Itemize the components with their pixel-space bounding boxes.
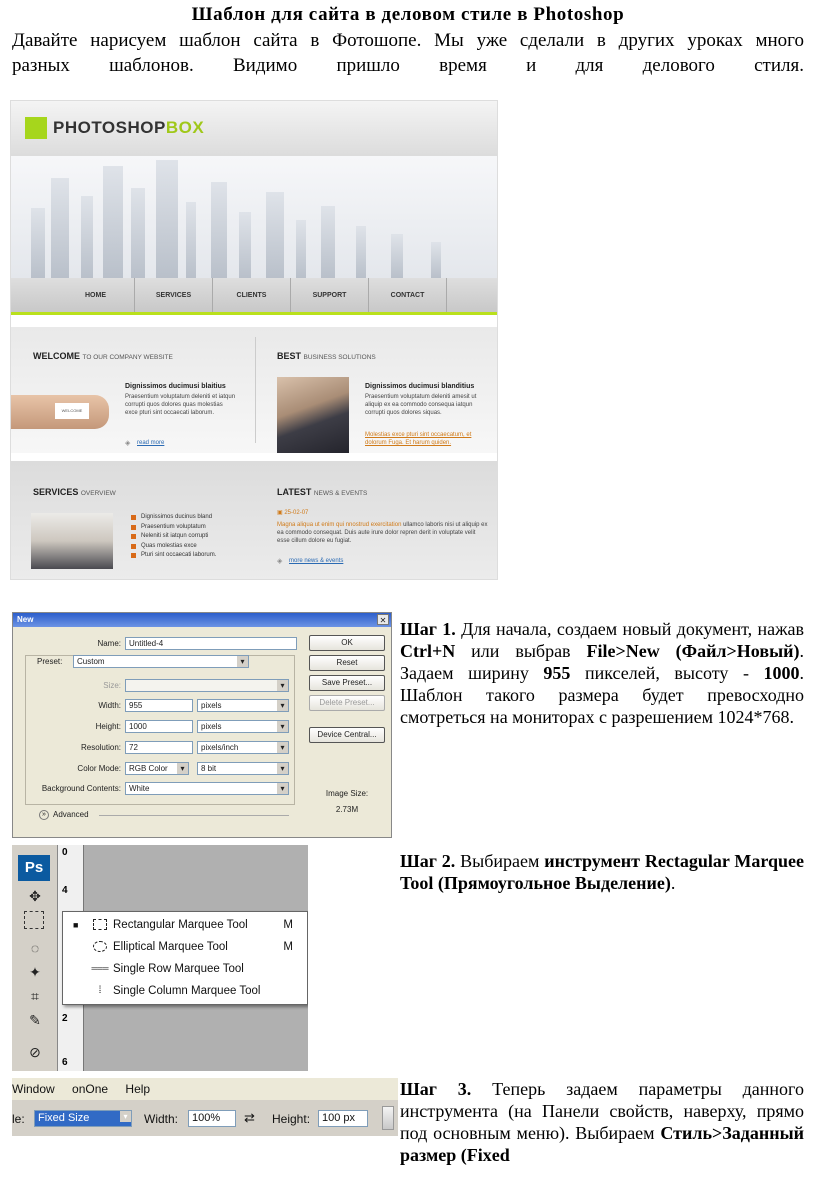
menu-item-home: HOME xyxy=(57,278,135,312)
background-contents-label: Background Contents: xyxy=(41,784,121,793)
size-label: Size: xyxy=(103,681,121,690)
move-tool-icon[interactable]: ✥ xyxy=(29,888,41,904)
divider xyxy=(255,337,256,443)
menu-item-contact: CONTACT xyxy=(369,278,447,312)
step-1-text: Шаг 1. Для начала, создаем новый документ, нажав Ctrl+N или выбрав File>New (Файл>Новый). Задаем ширину 955 пикселей, высоту - 1000. Шаблон такого размера будет превосходно смотреться на мониторах с разрешением 1024*768. xyxy=(400,619,804,727)
step-3-text: Шаг 3. Теперь задаем параметры данного инструмента (на Панели свойств, наверху, прямо под основным меню). Выбираем Стиль>Заданный размер (Fixed xyxy=(400,1079,804,1165)
name-label: Name: xyxy=(97,639,121,648)
more-news-arrow-icon: ◈ xyxy=(277,558,283,565)
menu-help[interactable]: Help xyxy=(125,1082,151,1096)
toolbar xyxy=(12,845,58,1071)
color-mode-select[interactable]: RGB Color ▾ xyxy=(125,762,189,775)
width-option-label: Width: xyxy=(144,1112,179,1126)
tools-panel-screenshot xyxy=(12,845,308,1071)
healing-brush-icon[interactable]: ⊘ xyxy=(29,1044,41,1060)
services-list-item: Quas molestias exce xyxy=(131,542,216,552)
slice-tool-icon[interactable]: ✎ xyxy=(29,1012,41,1028)
resolution-field[interactable]: 72 xyxy=(125,741,193,754)
lasso-tool-icon[interactable]: ◌ xyxy=(30,940,40,956)
flyout-item-single-column[interactable]: ⁞ Single Column Marquee Tool xyxy=(63,980,307,1002)
document-title: Шаблон для сайта в деловом стиле в Photoshop xyxy=(191,4,625,25)
height-label: Height: xyxy=(95,722,121,731)
more-news-link[interactable]: more news & events xyxy=(289,558,344,564)
intro-line-1: Давайте нарисуем шаблон сайта в Фотошопе. Мы уже сделали в других уроках много xyxy=(12,30,804,51)
style-label: le: xyxy=(12,1112,25,1126)
refine-edge-button[interactable] xyxy=(382,1106,394,1130)
welcome-body: Praesentium voluptatum deleniti et iatqun corrupti quos dolores quas molestias exce pturi sint occaecati laborum. xyxy=(125,394,236,416)
logo-text: PHOTOSHOPBOX xyxy=(53,118,205,137)
flyout-item-single-row[interactable]: ═══ Single Row Marquee Tool xyxy=(63,958,307,980)
resolution-unit-select[interactable]: pixels/inch ▾ xyxy=(197,741,289,754)
hand-holding-card-image xyxy=(11,395,109,429)
swap-icon[interactable]: ⇄ xyxy=(244,1110,255,1125)
welcome-heading: WELCOME TO OUR COMPANY WEBSITE xyxy=(33,351,173,361)
magic-wand-tool-icon[interactable]: ✦ xyxy=(29,964,41,980)
background-contents-select[interactable]: White ▾ xyxy=(125,782,289,795)
style-select[interactable]: Fixed Size ▾ xyxy=(34,1110,132,1127)
latest-heading: LATEST NEWS & EVENTS xyxy=(277,487,368,497)
rectangular-marquee-icon xyxy=(91,914,109,936)
services-list-item: Praesentium voluptatum xyxy=(131,523,216,533)
preset-label: Preset: xyxy=(37,657,63,666)
welcome-panel xyxy=(11,327,255,453)
single-row-marquee-icon: ═══ xyxy=(91,964,109,973)
new-document-dialog xyxy=(12,612,392,838)
calendar-icon: ▣ xyxy=(277,510,283,516)
device-central-button[interactable]: Device Central... xyxy=(309,727,385,743)
intro-paragraph xyxy=(12,28,804,78)
dialog-title: New xyxy=(13,613,391,627)
elliptical-marquee-icon xyxy=(91,936,109,958)
height-unit-select[interactable]: pixels ▾ xyxy=(197,720,289,733)
height-field[interactable]: 1000 xyxy=(125,720,193,733)
intro-line-2: разных шаблонов. Видимо пришло время и для делового стиля. xyxy=(12,55,804,76)
options-bar-screenshot xyxy=(12,1078,398,1136)
menu-item-support: SUPPORT xyxy=(291,278,369,312)
photoshop-logo: Ps xyxy=(18,855,50,881)
menu-item-services: SERVICES xyxy=(135,278,213,312)
ok-button[interactable]: OK xyxy=(309,635,385,651)
website-template-image xyxy=(10,100,498,580)
single-column-marquee-icon: ⁞ xyxy=(98,985,102,996)
bit-depth-select[interactable]: 8 bit ▾ xyxy=(197,762,289,775)
close-icon[interactable]: ✕ xyxy=(377,614,389,625)
preset-select[interactable]: Custom ▾ xyxy=(73,655,249,668)
name-field[interactable]: Untitled-4 xyxy=(125,637,297,650)
latest-panel xyxy=(255,461,498,580)
flyout-item-elliptical[interactable]: Elliptical Marquee Tool M xyxy=(63,936,307,958)
best-heading: BEST BUSINESS SOLUTIONS xyxy=(277,351,376,361)
site-nav-menu xyxy=(11,278,497,312)
width-unit-select[interactable]: pixels ▾ xyxy=(197,699,289,712)
logo-square-icon xyxy=(25,117,47,139)
flyout-item-rectangular[interactable]: ■ Rectangular Marquee Tool M xyxy=(63,914,307,936)
menu-window[interactable]: Window xyxy=(12,1082,55,1096)
width-option-field[interactable]: 100% xyxy=(188,1110,236,1127)
width-field[interactable]: 955 xyxy=(125,699,193,712)
image-size-label: Image Size: xyxy=(325,789,369,798)
selected-bullet-icon: ■ xyxy=(73,920,79,930)
height-option-field[interactable]: 100 px xyxy=(318,1110,368,1127)
height-option-label: Height: xyxy=(272,1112,311,1126)
resolution-label: Resolution: xyxy=(80,743,121,752)
news-body: Magna aliqua ut enim qui nnostrud exercitation ullamco laboris nisi ut aliquip ex ea commodo consequat. Duis aute irure dolor repren derit in voluptate velit esse cillum dolore eu fugiat. xyxy=(277,522,488,544)
marquee-tool-flyout xyxy=(62,911,308,1005)
menu-onone[interactable]: onOne xyxy=(72,1082,109,1096)
reset-button[interactable]: Reset xyxy=(309,655,385,671)
marquee-tool-icon[interactable] xyxy=(24,911,44,929)
meeting-photo xyxy=(31,513,113,569)
services-list xyxy=(131,513,216,561)
city-skyline-banner xyxy=(11,156,497,278)
color-mode-label: Color Mode: xyxy=(77,764,121,773)
save-preset-button[interactable]: Save Preset... xyxy=(309,675,385,691)
read-more-link[interactable]: read more xyxy=(137,440,165,446)
services-list-item: Neleniti sit iatqun corrupti xyxy=(131,532,216,542)
welcome-subheading: Dignissimos ducimusi blaitius xyxy=(125,383,226,390)
site-logo xyxy=(25,113,204,143)
vertical-ruler: 0 4 2 6 xyxy=(58,845,84,1071)
best-body: Praesentium voluptatum deleniti amesit ut aliquip ex ea commodo consequa iatqun corrupti quos dolores siquas. xyxy=(365,394,477,416)
image-size-value: 2.73M xyxy=(335,805,359,814)
read-more-arrow-icon: ◈ xyxy=(125,440,131,447)
width-label: Width: xyxy=(98,701,121,710)
step-2-text: Шаг 2. Выбираем инструмент Rectagular Marquee Tool (Прямоугольное Выделение). xyxy=(400,851,804,893)
business-card: WELCOME xyxy=(55,403,89,419)
businessman-photo xyxy=(277,377,349,453)
news-date: ▣ 25-02-07 xyxy=(277,510,309,516)
menu-bar xyxy=(12,1078,398,1100)
chevron-down-icon[interactable]: » xyxy=(39,810,49,820)
crop-tool-icon[interactable]: ⌗ xyxy=(31,988,39,1004)
delete-preset-button[interactable]: Delete Preset... xyxy=(309,695,385,711)
advanced-toggle[interactable]: Advanced xyxy=(53,810,89,819)
best-subheading: Dignissimos ducimusi blanditius xyxy=(365,383,475,390)
best-panel xyxy=(255,327,498,453)
services-list-item: Dignissimos ducinus bland xyxy=(131,513,216,523)
best-highlight-link[interactable]: Molestias exce pturi sint occaecatum, et dolorum Fuga. Et harum quiden. xyxy=(365,432,472,446)
accent-line xyxy=(11,312,497,315)
services-panel xyxy=(11,461,255,580)
size-select[interactable] xyxy=(125,679,289,692)
menu-item-clients: CLIENTS xyxy=(213,278,291,312)
services-heading: SERVICES OVERVIEW xyxy=(33,487,116,497)
advanced-divider xyxy=(99,815,289,816)
services-list-item: Pturi sint occaecati laborum. xyxy=(131,551,216,561)
